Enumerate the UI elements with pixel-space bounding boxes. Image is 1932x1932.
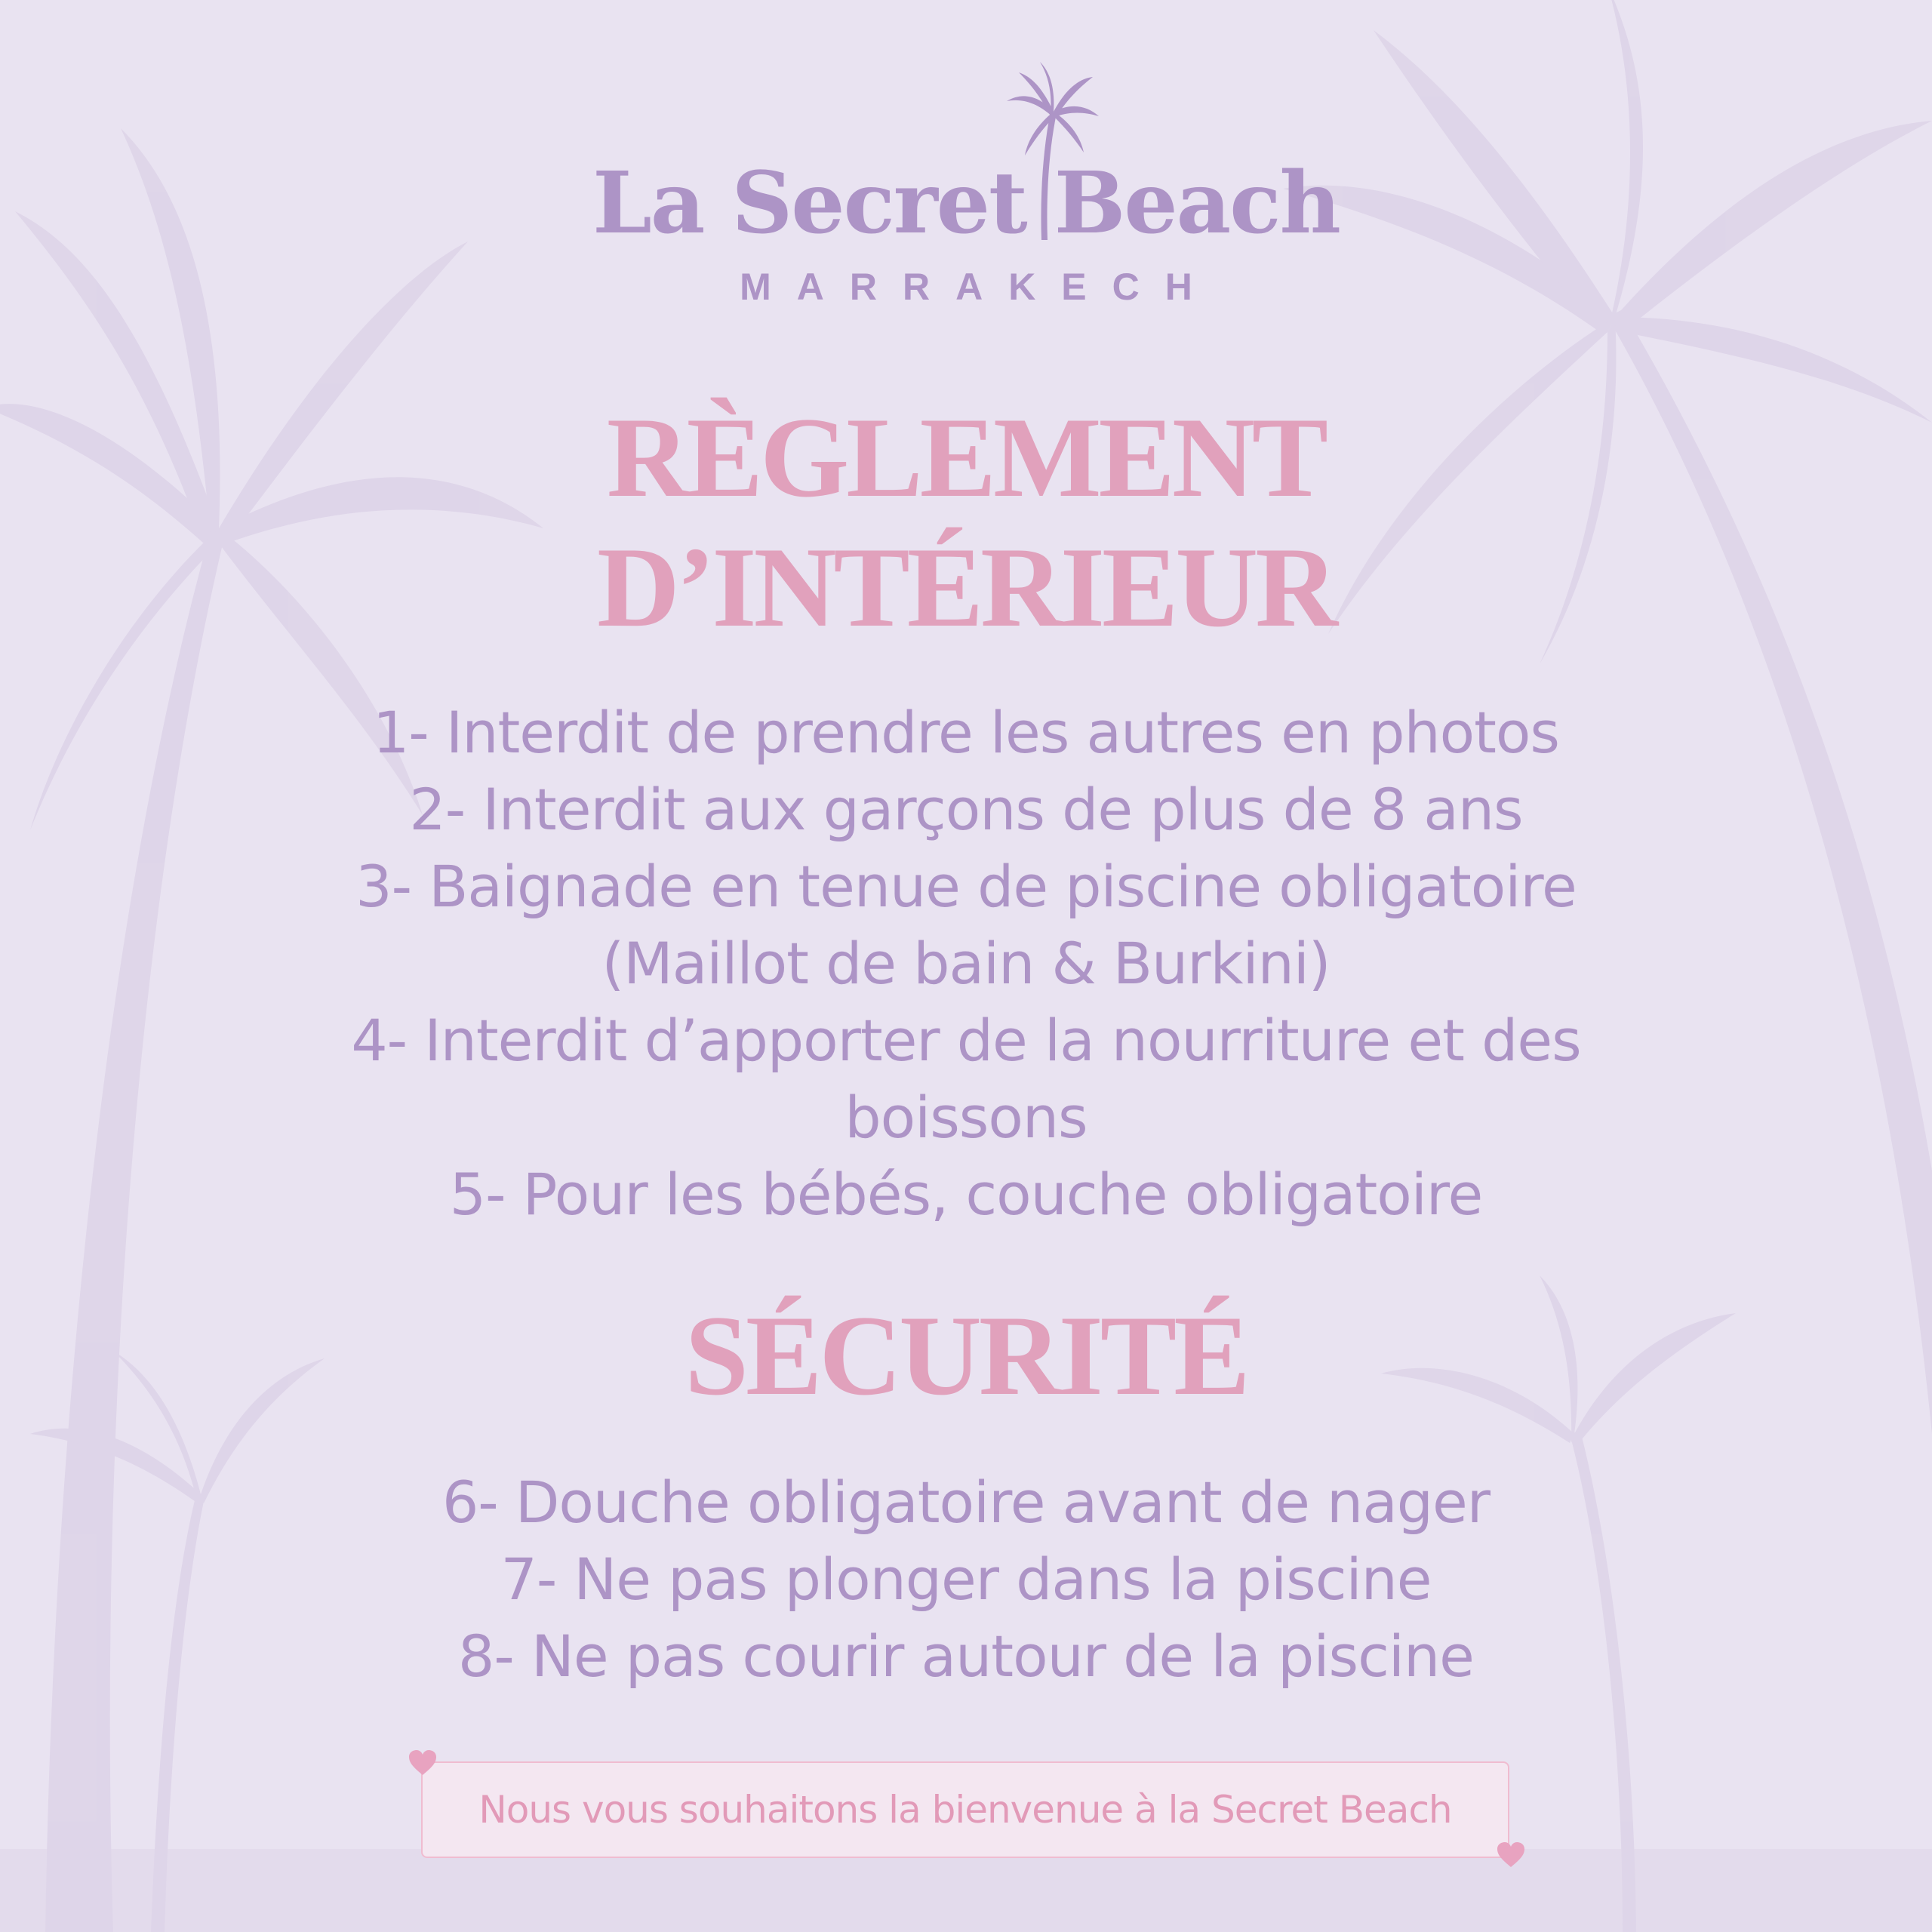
rules-title-line1: RÈGLEMENT [606, 394, 1326, 521]
rule-item: 5- Pour les bébés, couche obligatoire [449, 1161, 1483, 1228]
brand-name: La Secret Beach [592, 154, 1340, 253]
rule-item: 4- Interdit d’apporter de la nourriture et des boissons [351, 1007, 1581, 1151]
welcome-banner: Nous vous souhaitons la bienvenue à la Secret Beach [421, 1761, 1509, 1858]
heart-icon [408, 1749, 438, 1777]
rule-item: 3- Baignade en tenue de piscine obligatoire (Maillot de bain & Burkini) [355, 853, 1577, 997]
rules-list [287, 694, 1645, 1233]
security-item: 8- Ne pas courir autour de la piscine [458, 1623, 1474, 1690]
security-title: SÉCURITÉ [685, 1292, 1247, 1419]
heart-icon [1496, 1841, 1526, 1869]
security-list [287, 1464, 1645, 1695]
rule-item: 1- Interdit de prendre les autres en photos [372, 699, 1560, 766]
security-item: 6- Douche obligatoire avant de nager [441, 1469, 1491, 1536]
security-item: 7- Ne pas plonger dans la piscine [500, 1546, 1432, 1613]
rule-item: 2- Interdit aux garçons de plus de 8 ans [409, 776, 1523, 843]
brand-city: MARRAKECH [740, 266, 1218, 308]
rules-title-line2: D’INTÉRIEUR [597, 524, 1335, 651]
